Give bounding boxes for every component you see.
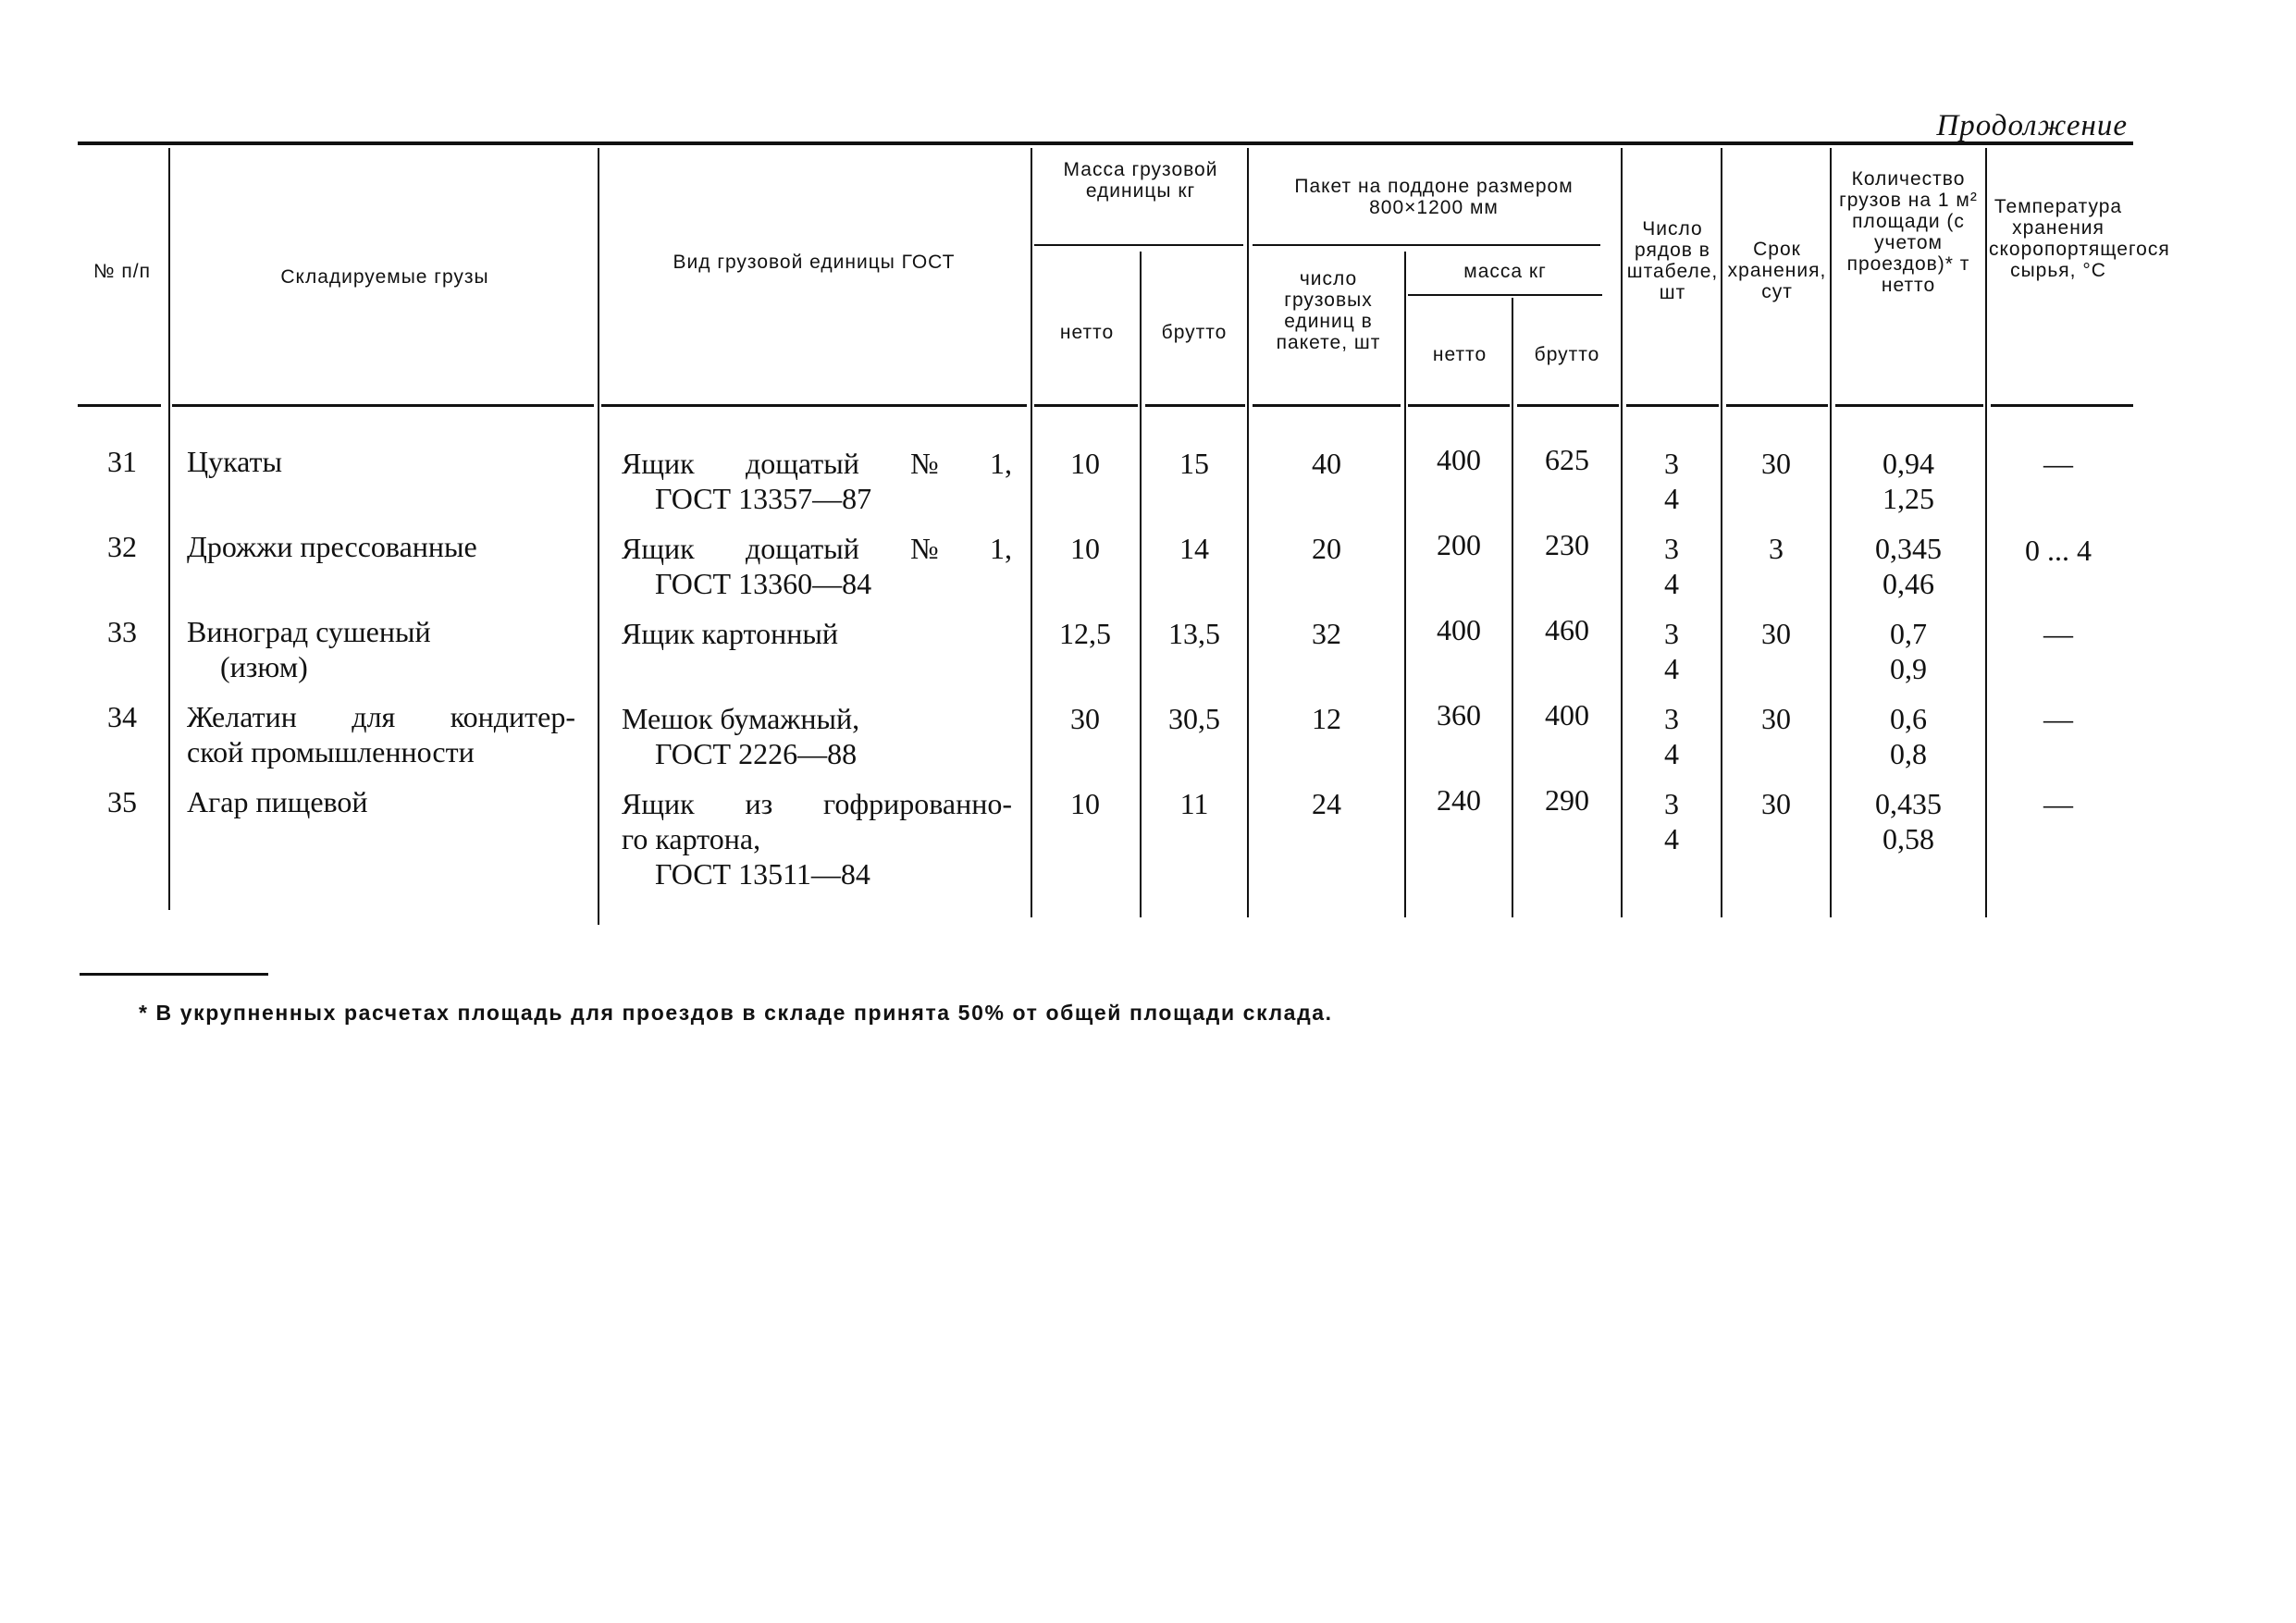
header-unit-mass: Масса грузовой единицы кг (1063, 159, 1218, 202)
word: гофрированно- (823, 787, 1012, 820)
column-divider (1985, 148, 1987, 917)
word: Ящик (622, 447, 695, 480)
word: из (745, 787, 773, 820)
stack-rows: 3 4 (1664, 617, 1679, 685)
column-divider (1721, 148, 1722, 917)
storage-term: 30 (1761, 617, 1791, 650)
qty-per-m2: 0,94 1,25 (1882, 447, 1934, 515)
word: дощатый (745, 532, 859, 565)
column-divider (168, 148, 170, 910)
word: кондитер- (450, 700, 575, 733)
unit-net: 10 (1070, 532, 1100, 565)
unit-net: 30 (1070, 702, 1100, 735)
cargo-name: Цукаты (187, 445, 283, 478)
row-number: 34 (107, 700, 137, 733)
pallet-rule (1253, 244, 1600, 246)
storage-temp: — (2043, 787, 2073, 820)
word: дощатый (745, 447, 859, 480)
unit-type: Мешок бумажный, ГОСТ 2226—88 (622, 702, 860, 770)
unit-net: 12,5 (1059, 617, 1111, 650)
header-num: № п/п (93, 261, 151, 282)
header-bottom-rule (1835, 404, 1983, 407)
column-divider (1404, 252, 1406, 917)
header-qty: Количество грузов на 1 м² площади (с учетом проездов)* т нетто (1839, 168, 1978, 296)
storage-term: 30 (1761, 787, 1791, 820)
header-rows: Число рядов в штабеле, шт (1626, 218, 1719, 303)
pallet-count: 24 (1312, 787, 1341, 820)
header-bottom-rule (1034, 404, 1138, 407)
header-pallet: Пакет на поддоне размером 800×1200 мм (1294, 176, 1574, 218)
unit-type (622, 446, 1012, 516)
cargo-name: Дрожжи прессованные (187, 530, 477, 563)
qty-per-m2: 0,6 0,8 (1890, 702, 1927, 770)
unit-type (622, 531, 1012, 601)
qty-per-m2: 0,7 0,9 (1890, 617, 1927, 685)
pallet-gross: 230 (1545, 528, 1589, 561)
header-bottom-rule (172, 404, 594, 407)
stack-rows: 3 4 (1664, 447, 1679, 515)
header-bottom-rule (1253, 404, 1401, 407)
qty-per-m2: 0,345 0,46 (1875, 532, 1942, 600)
word: № (910, 532, 939, 565)
pallet-net: 240 (1437, 783, 1481, 817)
header-unit-net: нетто (1059, 322, 1115, 343)
word: Ящик (622, 532, 695, 565)
pallet-count: 32 (1312, 617, 1341, 650)
unit-mass-rule (1034, 244, 1243, 246)
pallet-count: 12 (1312, 702, 1341, 735)
word: № (910, 447, 939, 480)
header-unit-gross: брутто (1161, 322, 1228, 343)
pallet-gross: 625 (1545, 443, 1589, 476)
pallet-count: 40 (1312, 447, 1341, 480)
row-number: 33 (107, 615, 137, 648)
unit-gross: 14 (1179, 532, 1209, 565)
row-number: 32 (107, 530, 137, 563)
unit-type: Ящик картонный (622, 617, 838, 650)
storage-term: 30 (1761, 447, 1791, 480)
unit-type-line: ГОСТ 13357—87 (655, 482, 872, 515)
column-divider (1512, 298, 1513, 917)
header-temp: Температура хранения скоропортящегося сырья, °С (1989, 196, 2170, 281)
pallet-net: 200 (1437, 528, 1481, 561)
cargo-name: Желатин для кондитер- ской промышленности (187, 700, 575, 768)
column-divider (598, 148, 599, 925)
column-divider (1830, 148, 1832, 917)
pallet-net: 400 (1437, 613, 1481, 646)
word: Желатин (187, 700, 297, 733)
row-number: 35 (107, 785, 137, 818)
unit-gross: 11 (1179, 787, 1209, 820)
footnote-rule (80, 973, 268, 976)
pallet-count: 20 (1312, 532, 1341, 565)
pallet-mass-rule (1408, 294, 1602, 296)
header-cargo: Складируемые грузы (280, 266, 489, 288)
header-term: Срок хранения, сут (1727, 239, 1827, 302)
storage-temp: — (2043, 702, 2073, 735)
unit-type-line: ГОСТ 13360—84 (655, 567, 872, 600)
cargo-name: Агар пищевой (187, 785, 368, 818)
unit-gross: 15 (1179, 447, 1209, 480)
unit-type: Ящик из гофрированно- го картона, ГОСТ 13511—84 (622, 787, 1012, 891)
continuation-label: Продолжение (1936, 109, 2128, 142)
word: 1, (989, 532, 1012, 565)
pallet-gross: 290 (1545, 783, 1589, 817)
header-unit-type: Вид грузовой единицы ГОСТ (673, 252, 956, 273)
row-number: 31 (107, 445, 137, 478)
cargo-name: Виноград сушеный (изюм) (187, 615, 431, 683)
storage-temp: — (2043, 447, 2073, 480)
column-divider (1247, 148, 1249, 917)
stack-rows: 3 4 (1664, 702, 1679, 770)
storage-term: 30 (1761, 702, 1791, 735)
column-divider (1621, 148, 1623, 917)
header-pallet-gross: брутто (1534, 344, 1600, 365)
storage-temp: — (2043, 617, 2073, 650)
table-top-rule (78, 141, 2133, 145)
pallet-gross: 460 (1545, 613, 1589, 646)
unit-net: 10 (1070, 787, 1100, 820)
unit-gross: 30,5 (1168, 702, 1220, 735)
storage-term: 3 (1769, 532, 1784, 565)
header-bottom-rule (1726, 404, 1828, 407)
word: для (352, 700, 396, 733)
header-bottom-rule (601, 404, 1027, 407)
header-bottom-rule (1991, 404, 2133, 407)
qty-per-m2: 0,435 0,58 (1875, 787, 1942, 855)
header-bottom-rule (1408, 404, 1510, 407)
stack-rows: 3 4 (1664, 532, 1679, 600)
word: Ящик (622, 787, 695, 820)
pallet-gross: 400 (1545, 698, 1589, 732)
header-pallet-count: число грузовых единиц в пакете, шт (1276, 268, 1381, 353)
column-divider (1140, 252, 1142, 917)
stack-rows: 3 4 (1664, 787, 1679, 855)
pallet-net: 400 (1437, 443, 1481, 476)
header-pallet-mass: масса кг (1463, 261, 1547, 282)
unit-net: 10 (1070, 447, 1100, 480)
pallet-net: 360 (1437, 698, 1481, 732)
storage-temp: 0 ... 4 (2025, 534, 2092, 567)
header-bottom-rule (78, 404, 161, 407)
header-bottom-rule (1517, 404, 1619, 407)
header-pallet-net: нетто (1432, 344, 1487, 365)
header-bottom-rule (1145, 404, 1245, 407)
header-bottom-rule (1626, 404, 1719, 407)
column-divider (1031, 148, 1032, 917)
word: 1, (989, 447, 1012, 480)
unit-gross: 13,5 (1168, 617, 1220, 650)
footnote: * В укрупненных расчетах площадь для проездов в складе принята 50% от общей площади склада. (139, 1001, 1333, 1025)
